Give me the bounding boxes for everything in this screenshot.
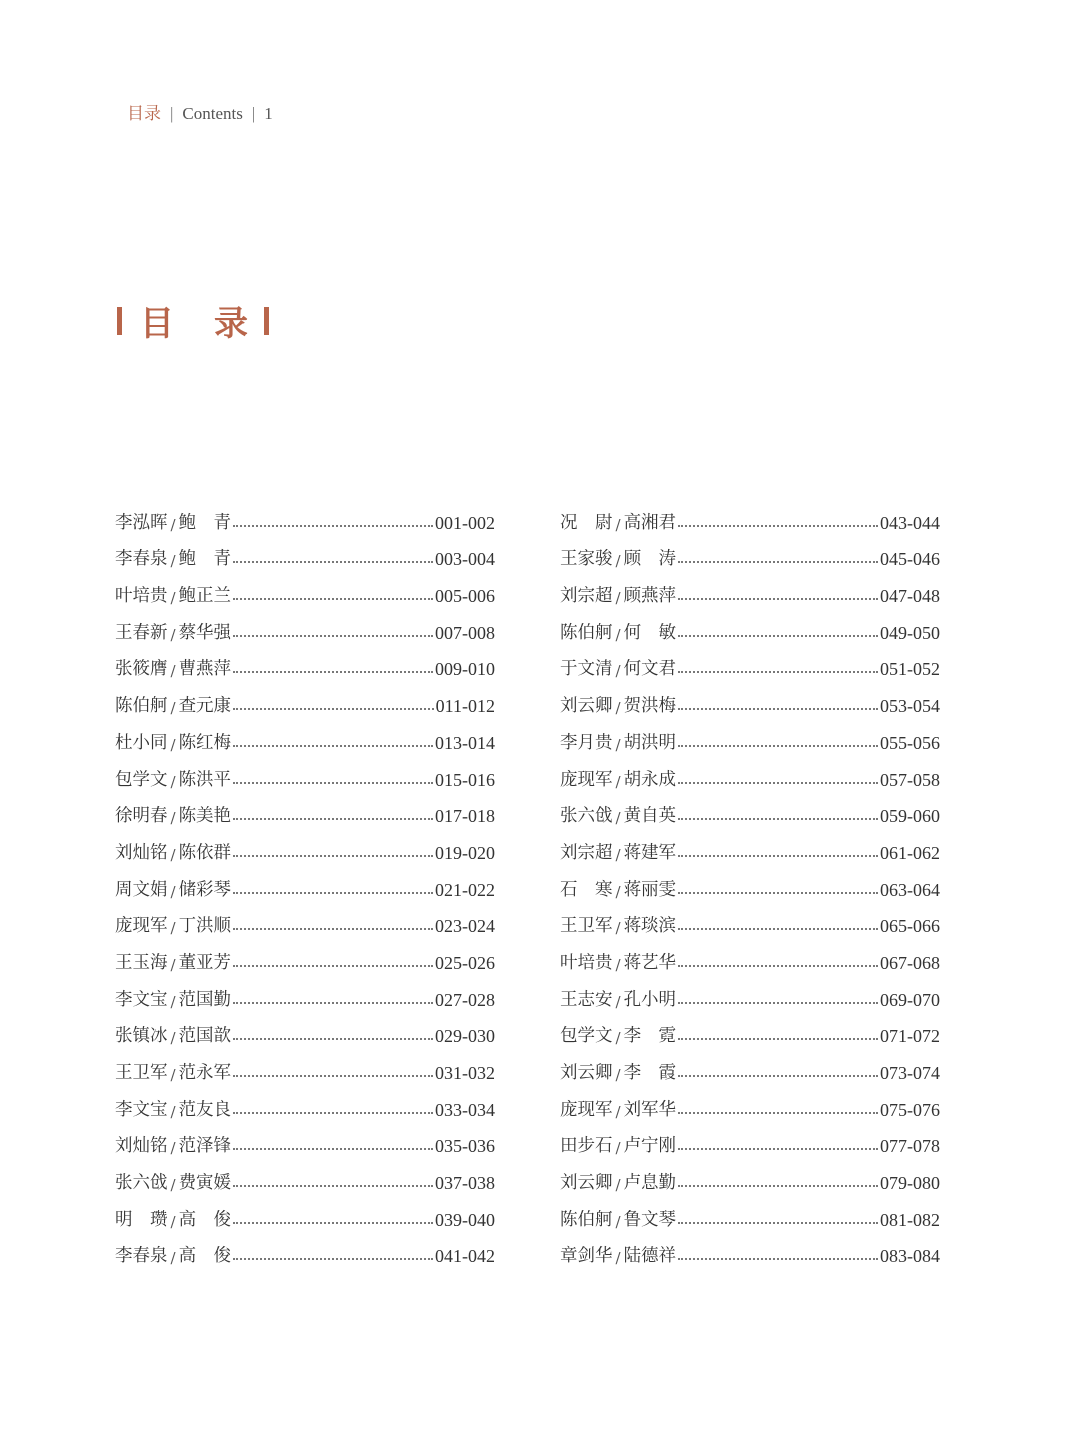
dot-leader: [678, 598, 878, 600]
toc-author: 李文宝: [115, 989, 168, 1010]
toc-entry[interactable]: [115, 901, 495, 938]
dot-leader: [233, 1038, 433, 1040]
toc-author: 刘云卿: [560, 1173, 613, 1194]
toc-author: 刘灿铭: [115, 842, 168, 863]
toc-author: 陈伯舸: [560, 622, 613, 643]
toc-pages: 015-016: [435, 769, 495, 790]
toc-author: 刘宗超: [560, 586, 613, 607]
slash-separator: /: [615, 625, 621, 644]
title-char: 录: [214, 304, 248, 344]
slash-separator: /: [615, 515, 621, 534]
toc-subject: 高 俊: [178, 1209, 232, 1230]
slash-separator: /: [615, 735, 621, 754]
toc-column-right: [560, 497, 940, 1267]
toc-entry[interactable]: [115, 644, 495, 681]
dot-leader: [678, 892, 878, 894]
dot-leader: [678, 1148, 878, 1150]
toc-subject: 蒋艺华: [623, 952, 677, 973]
dot-leader: [233, 1148, 433, 1150]
toc-pages: 065-066: [880, 916, 940, 937]
toc-pages: 025-026: [435, 952, 495, 973]
slash-separator: /: [170, 882, 176, 901]
dot-leader: [678, 1222, 878, 1224]
toc-pages: 043-044: [880, 512, 940, 533]
toc-author: 李春泉: [115, 549, 168, 570]
toc-pages: 031-032: [435, 1063, 495, 1083]
slash-separator: /: [170, 589, 176, 608]
dot-leader: [678, 1112, 878, 1114]
toc-author: 杜小同: [115, 732, 168, 753]
toc-author: 李文宝: [115, 1099, 168, 1120]
dot-leader: [233, 598, 433, 600]
toc-subject: 鲁文琴: [623, 1209, 677, 1230]
dot-leader: [678, 928, 878, 930]
toc-entry[interactable]: [115, 791, 495, 828]
toc-author: 王志安: [560, 989, 613, 1010]
toc-author: 王玉海: [115, 952, 168, 973]
toc-entry[interactable]: [115, 754, 495, 791]
slash-separator: /: [170, 1066, 176, 1084]
running-header: [127, 99, 273, 124]
slash-separator: /: [615, 1066, 621, 1084]
slash-separator: /: [615, 992, 621, 1011]
toc-pages: 075-076: [880, 1099, 940, 1120]
slash-separator: /: [615, 1212, 621, 1231]
toc-author: 徐明春: [115, 806, 168, 827]
toc-author: 张镇冰: [115, 1026, 168, 1047]
toc-entry[interactable]: [115, 827, 495, 864]
dot-leader: [233, 965, 433, 967]
toc-pages: 007-008: [435, 622, 495, 643]
toc-author: 田步石: [560, 1136, 613, 1157]
title-bar-right: [264, 307, 269, 335]
toc-pages: 047-048: [880, 586, 940, 607]
page-title: [117, 296, 269, 345]
slash-separator: /: [170, 1102, 176, 1121]
slash-separator: /: [170, 845, 176, 864]
toc-entry[interactable]: [115, 1121, 495, 1158]
toc-author: 包学文: [560, 1026, 613, 1047]
slash-separator: /: [615, 882, 621, 901]
slash-separator: /: [615, 1029, 621, 1048]
slash-separator: /: [170, 1029, 176, 1048]
slash-separator: /: [615, 1139, 621, 1158]
toc-entry[interactable]: [560, 1157, 940, 1194]
toc-author: 王卫军: [115, 1063, 168, 1083]
toc-pages: 009-010: [435, 659, 495, 680]
toc-pages: 049-050: [880, 622, 940, 643]
toc-pages: 011-012: [435, 696, 495, 717]
toc-subject: 鲍正兰: [178, 586, 232, 607]
toc-pages: 023-024: [435, 916, 495, 937]
toc-subject: 丁洪顺: [178, 916, 232, 937]
toc-pages: 021-022: [435, 879, 495, 900]
slash-separator: /: [615, 809, 621, 828]
toc-subject: 费寅媛: [178, 1173, 232, 1194]
toc-author: 王卫军: [560, 916, 613, 937]
toc-subject: 何 敏: [623, 622, 677, 643]
slash-separator: /: [170, 625, 176, 644]
toc-subject: 顾燕萍: [623, 586, 677, 607]
toc-subject: 陈依群: [178, 842, 232, 863]
toc-column-left: [115, 497, 495, 1267]
toc-subject: 贺洪梅: [623, 696, 677, 717]
toc-entry[interactable]: [560, 791, 940, 828]
toc-pages: 019-020: [435, 842, 495, 863]
toc-author: 张六戗: [115, 1173, 168, 1194]
toc-entry[interactable]: [560, 901, 940, 938]
toc-pages: 079-080: [880, 1173, 940, 1194]
toc-pages: 039-040: [435, 1209, 495, 1230]
toc-author: 周文娟: [115, 879, 168, 900]
toc-pages: 029-030: [435, 1026, 495, 1047]
toc-subject: 胡永成: [623, 769, 677, 790]
slash-separator: /: [170, 552, 176, 571]
toc-pages: 051-052: [880, 659, 940, 680]
dot-leader: [233, 1258, 433, 1260]
toc-subject: 范友良: [178, 1099, 232, 1120]
toc-entry[interactable]: [115, 1231, 495, 1268]
dot-leader: [233, 561, 433, 563]
header-page-number: 1: [264, 104, 273, 123]
toc-pages: 063-064: [880, 879, 940, 900]
slash-separator: /: [615, 845, 621, 864]
toc-entry[interactable]: [115, 680, 495, 717]
toc-subject: 蒋琰滨: [623, 916, 677, 937]
toc-entry[interactable]: [560, 497, 940, 534]
toc-author: 叶培贵: [560, 952, 613, 973]
dot-leader: [678, 561, 878, 563]
slash-separator: /: [615, 589, 621, 608]
slash-separator: /: [170, 1176, 176, 1195]
toc-pages: 057-058: [880, 769, 940, 790]
dot-leader: [233, 745, 433, 747]
dot-leader: [678, 1258, 878, 1260]
title-bar-left: [117, 307, 122, 335]
toc-subject: 胡洪明: [623, 732, 677, 753]
toc-author: 李泓晖: [115, 512, 168, 533]
toc-pages: 081-082: [880, 1209, 940, 1230]
toc-entry[interactable]: [115, 1011, 495, 1048]
toc-pages: 001-002: [435, 512, 495, 533]
dot-leader: [678, 818, 878, 820]
slash-separator: /: [615, 955, 621, 974]
slash-separator: /: [170, 735, 176, 754]
toc-author: 庞现军: [560, 1099, 613, 1120]
dot-leader: [233, 1185, 433, 1187]
toc-entry[interactable]: [115, 864, 495, 901]
toc-author: 王家骏: [560, 549, 613, 570]
dot-leader: [678, 855, 878, 857]
toc-author: 章剑华: [560, 1246, 613, 1267]
slash-separator: /: [615, 1249, 621, 1268]
toc-author: 明 瓒: [115, 1209, 168, 1230]
toc-pages: 027-028: [435, 989, 495, 1010]
slash-separator: /: [615, 552, 621, 571]
toc-author: 张筱膺: [115, 659, 168, 680]
toc-subject: 卢宁刚: [623, 1136, 677, 1157]
dot-leader: [233, 1112, 433, 1114]
dot-leader: [678, 635, 878, 637]
toc-entry[interactable]: [115, 717, 495, 754]
dot-leader: [233, 855, 433, 857]
toc-entry[interactable]: [115, 497, 495, 534]
toc-entry[interactable]: [560, 864, 940, 901]
dot-leader: [678, 708, 878, 710]
header-section-cn: 目录: [127, 104, 161, 123]
toc-author: 刘云卿: [560, 696, 613, 717]
toc-pages: 077-078: [880, 1136, 940, 1157]
dot-leader: [678, 1185, 878, 1187]
slash-separator: /: [170, 809, 176, 828]
toc-author: 张六戗: [560, 806, 613, 827]
toc-entry[interactable]: [560, 534, 940, 571]
dot-leader: [233, 928, 433, 930]
slash-separator: /: [615, 1102, 621, 1121]
toc-entry[interactable]: [560, 1194, 940, 1231]
toc-subject: 蒋建军: [623, 842, 677, 863]
dot-leader: [678, 671, 878, 673]
toc-entry[interactable]: [115, 1047, 495, 1084]
dot-leader: [233, 818, 433, 820]
toc-author: 况 尉: [560, 512, 613, 533]
toc-author: 李月贵: [560, 732, 613, 753]
toc-subject: 黄自英: [623, 806, 677, 827]
toc-subject: 查元康: [178, 696, 232, 717]
toc-pages: 067-068: [880, 952, 940, 973]
toc-subject: 卢息勤: [623, 1173, 677, 1194]
slash-separator: /: [170, 772, 176, 791]
toc-pages: 061-062: [880, 842, 940, 863]
toc-author: 庞现军: [115, 916, 168, 937]
toc-subject: 高湘君: [623, 512, 677, 533]
toc-entry[interactable]: [560, 827, 940, 864]
toc-pages: 083-084: [880, 1246, 940, 1267]
toc-author: 石 寒: [560, 879, 613, 900]
slash-separator: /: [170, 1139, 176, 1158]
toc-entry[interactable]: [115, 937, 495, 974]
toc-entry[interactable]: [560, 607, 940, 644]
toc-subject: 李 霞: [623, 1063, 677, 1083]
toc-subject: 储彩琴: [178, 879, 232, 900]
header-section-en: Contents: [182, 104, 243, 123]
slash-separator: /: [170, 992, 176, 1011]
toc-entry[interactable]: [115, 1084, 495, 1121]
toc-entry[interactable]: [560, 974, 940, 1011]
slash-separator: /: [170, 955, 176, 974]
toc-pages: 041-042: [435, 1246, 495, 1267]
dot-leader: [233, 1002, 433, 1004]
slash-separator: /: [615, 919, 621, 938]
dot-leader: [233, 892, 433, 894]
toc-entry[interactable]: [115, 534, 495, 571]
toc-entry[interactable]: [115, 570, 495, 607]
dot-leader: [678, 965, 878, 967]
toc-author: 刘宗超: [560, 842, 613, 863]
slash-separator: /: [170, 515, 176, 534]
toc-entry[interactable]: [560, 1084, 940, 1121]
dot-leader: [678, 745, 878, 747]
toc-subject: 范永军: [178, 1063, 232, 1083]
toc-subject: 陈红梅: [178, 732, 232, 753]
toc-entry[interactable]: [560, 570, 940, 607]
toc-author: 包学文: [115, 769, 168, 790]
header-divider: |: [251, 104, 256, 123]
toc-author: 李春泉: [115, 1246, 168, 1267]
slash-separator: /: [170, 1249, 176, 1268]
toc-subject: 陈洪平: [178, 769, 232, 790]
toc-author: 陈伯舸: [115, 696, 168, 717]
toc-entry[interactable]: [115, 607, 495, 644]
slash-separator: /: [170, 662, 176, 681]
dot-leader: [678, 525, 878, 527]
dot-leader: [233, 635, 433, 637]
dot-leader: [678, 1075, 878, 1077]
slash-separator: /: [615, 772, 621, 791]
toc-subject: 董亚芳: [178, 952, 232, 973]
toc-pages: 017-018: [435, 806, 495, 827]
slash-separator: /: [615, 699, 621, 718]
toc-entry[interactable]: [560, 680, 940, 717]
toc-pages: 033-034: [435, 1099, 495, 1120]
toc-pages: 053-054: [880, 696, 940, 717]
toc-author: 刘灿铭: [115, 1136, 168, 1157]
toc-subject: 陆德祥: [623, 1246, 677, 1267]
dot-leader: [233, 1075, 433, 1077]
dot-leader: [678, 1002, 878, 1004]
toc-author: 于文清: [560, 659, 613, 680]
toc-entry[interactable]: [560, 1011, 940, 1048]
toc-subject: 范国歆: [178, 1026, 232, 1047]
slash-separator: /: [170, 919, 176, 938]
toc-author: 刘云卿: [560, 1063, 613, 1083]
slash-separator: /: [615, 662, 621, 681]
toc-entry[interactable]: [115, 1157, 495, 1194]
toc-author: 陈伯舸: [560, 1209, 613, 1230]
toc-pages: 005-006: [435, 586, 495, 607]
dot-leader: [233, 671, 433, 673]
toc-subject: 鲍 青: [178, 512, 232, 533]
dot-leader: [233, 1222, 433, 1224]
slash-separator: /: [615, 1176, 621, 1195]
toc-entry[interactable]: [560, 717, 940, 754]
toc-pages: 003-004: [435, 549, 495, 570]
toc-pages: 073-074: [880, 1063, 940, 1083]
toc-subject: 顾 涛: [623, 549, 677, 570]
dot-leader: [678, 1038, 878, 1040]
toc-pages: 059-060: [880, 806, 940, 827]
toc-pages: 037-038: [435, 1173, 495, 1194]
toc-entry[interactable]: [560, 644, 940, 681]
dot-leader: [233, 708, 434, 710]
toc-subject: 陈美艳: [178, 806, 232, 827]
toc-author: 叶培贵: [115, 586, 168, 607]
toc-pages: 069-070: [880, 989, 940, 1010]
toc-entry[interactable]: [560, 1231, 940, 1268]
toc-subject: 孔小明: [623, 989, 677, 1010]
toc-subject: 曹燕萍: [178, 659, 232, 680]
toc-subject: 刘军华: [623, 1099, 677, 1120]
dot-leader: [233, 525, 433, 527]
toc-pages: 013-014: [435, 732, 495, 753]
toc-subject: 高 俊: [178, 1246, 232, 1267]
header-divider: |: [170, 104, 174, 123]
toc-pages: 055-056: [880, 732, 940, 753]
toc-subject: 鲍 青: [178, 549, 232, 570]
toc-author: 王春新: [115, 622, 168, 643]
toc-subject: 蔡华强: [178, 622, 232, 643]
dot-leader: [233, 782, 433, 784]
toc-subject: 何文君: [623, 659, 677, 680]
slash-separator: /: [170, 699, 176, 718]
title-char: 目: [140, 304, 174, 344]
toc-pages: 035-036: [435, 1136, 495, 1157]
toc-pages: 045-046: [880, 549, 940, 570]
toc-subject: 范国勤: [178, 989, 232, 1010]
toc-entry[interactable]: [115, 974, 495, 1011]
toc-entry[interactable]: [115, 1194, 495, 1231]
dot-leader: [678, 782, 878, 784]
toc-subject: 范泽锋: [178, 1136, 232, 1157]
toc-entry[interactable]: [560, 1121, 940, 1158]
toc-subject: 李 霓: [623, 1026, 677, 1047]
toc-author: 庞现军: [560, 769, 613, 790]
toc-subject: 蒋丽雯: [623, 879, 677, 900]
slash-separator: /: [170, 1212, 176, 1231]
toc-entry[interactable]: [560, 937, 940, 974]
toc-pages: 071-072: [880, 1026, 940, 1047]
toc-entry[interactable]: [560, 754, 940, 791]
toc-entry[interactable]: [560, 1047, 940, 1084]
